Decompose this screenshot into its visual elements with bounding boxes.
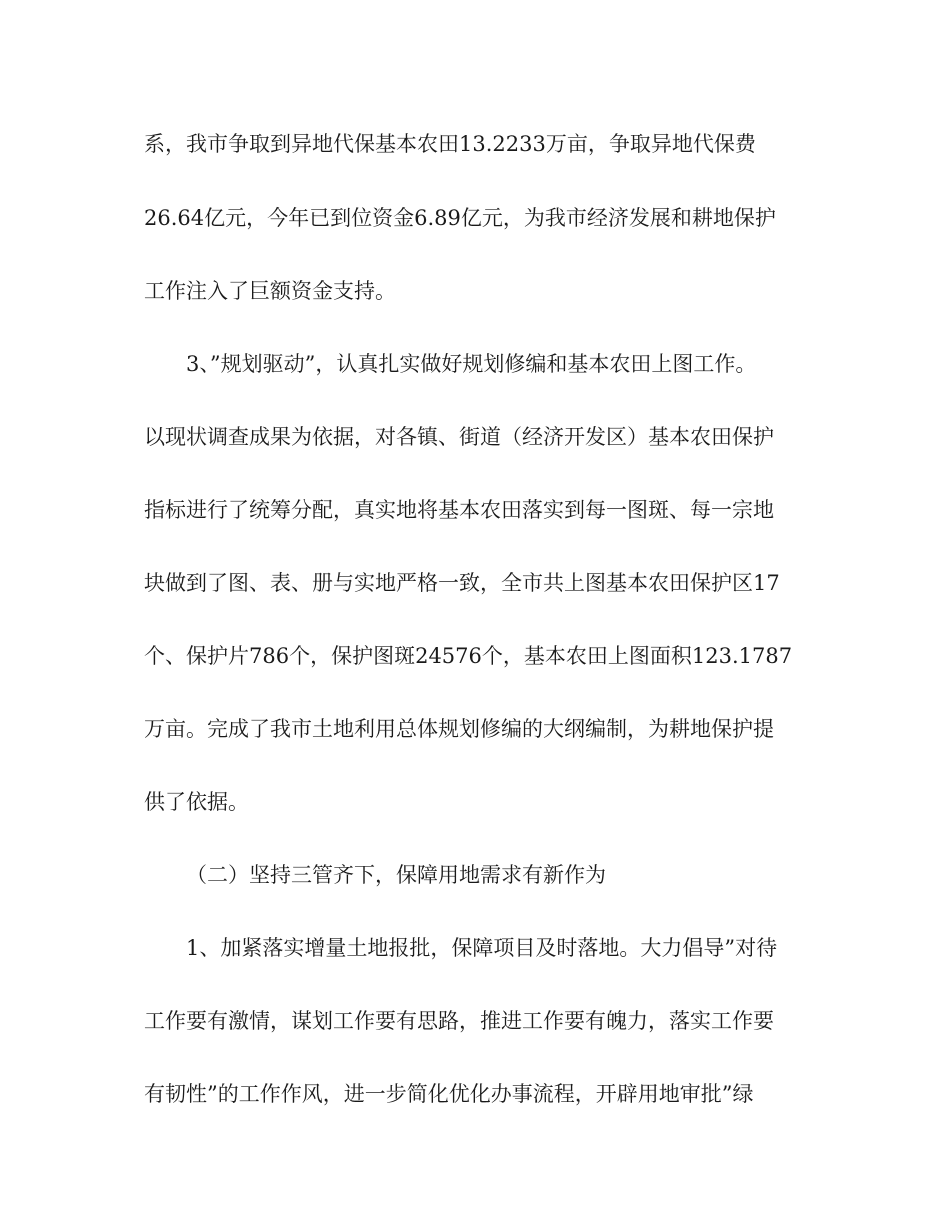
section-heading: （二）坚持三管齐下，保障用地需求有新作为 <box>186 863 606 887</box>
body-text-line: 个、保护片786个，保护图斑24576个，基本农田上图面积123.1787 <box>144 644 793 668</box>
paragraph-start-line: 3、”规划驱动”，认真扎实做好规划修编和基本农田上图工作。 <box>186 352 757 376</box>
body-text-line: 工作要有激情，谋划工作要有思路，推进工作要有魄力，落实工作要 <box>144 1009 774 1033</box>
body-text-line: 块做到了图、表、册与实地严格一致，全市共上图基本农田保护区17 <box>144 571 780 595</box>
body-text-line: 万亩。完成了我市土地利用总体规划修编的大纲编制，为耕地保护提 <box>144 717 774 741</box>
body-text-line: 以现状调查成果为依据，对各镇、街道（经济开发区）基本农田保护 <box>144 425 774 449</box>
body-text-line: 工作注入了巨额资金支持。 <box>144 279 396 303</box>
body-text-line: 供了依据。 <box>144 790 249 814</box>
body-text-line: 指标进行了统筹分配，真实地将基本农田落实到每一图斑、每一宗地 <box>144 498 774 522</box>
paragraph-start-line: 1、加紧落实增量土地报批，保障项目及时落地。大力倡导”对待 <box>186 936 778 960</box>
body-text-line: 有韧性”的工作作风，进一步简化优化办事流程，开辟用地审批”绿 <box>144 1082 754 1106</box>
body-text-line: 系，我市争取到异地代保基本农田13.2233万亩，争取异地代保费 <box>144 132 756 156</box>
body-text-line: 26.64亿元，今年已到位资金6.89亿元，为我市经济发展和耕地保护 <box>144 206 776 230</box>
